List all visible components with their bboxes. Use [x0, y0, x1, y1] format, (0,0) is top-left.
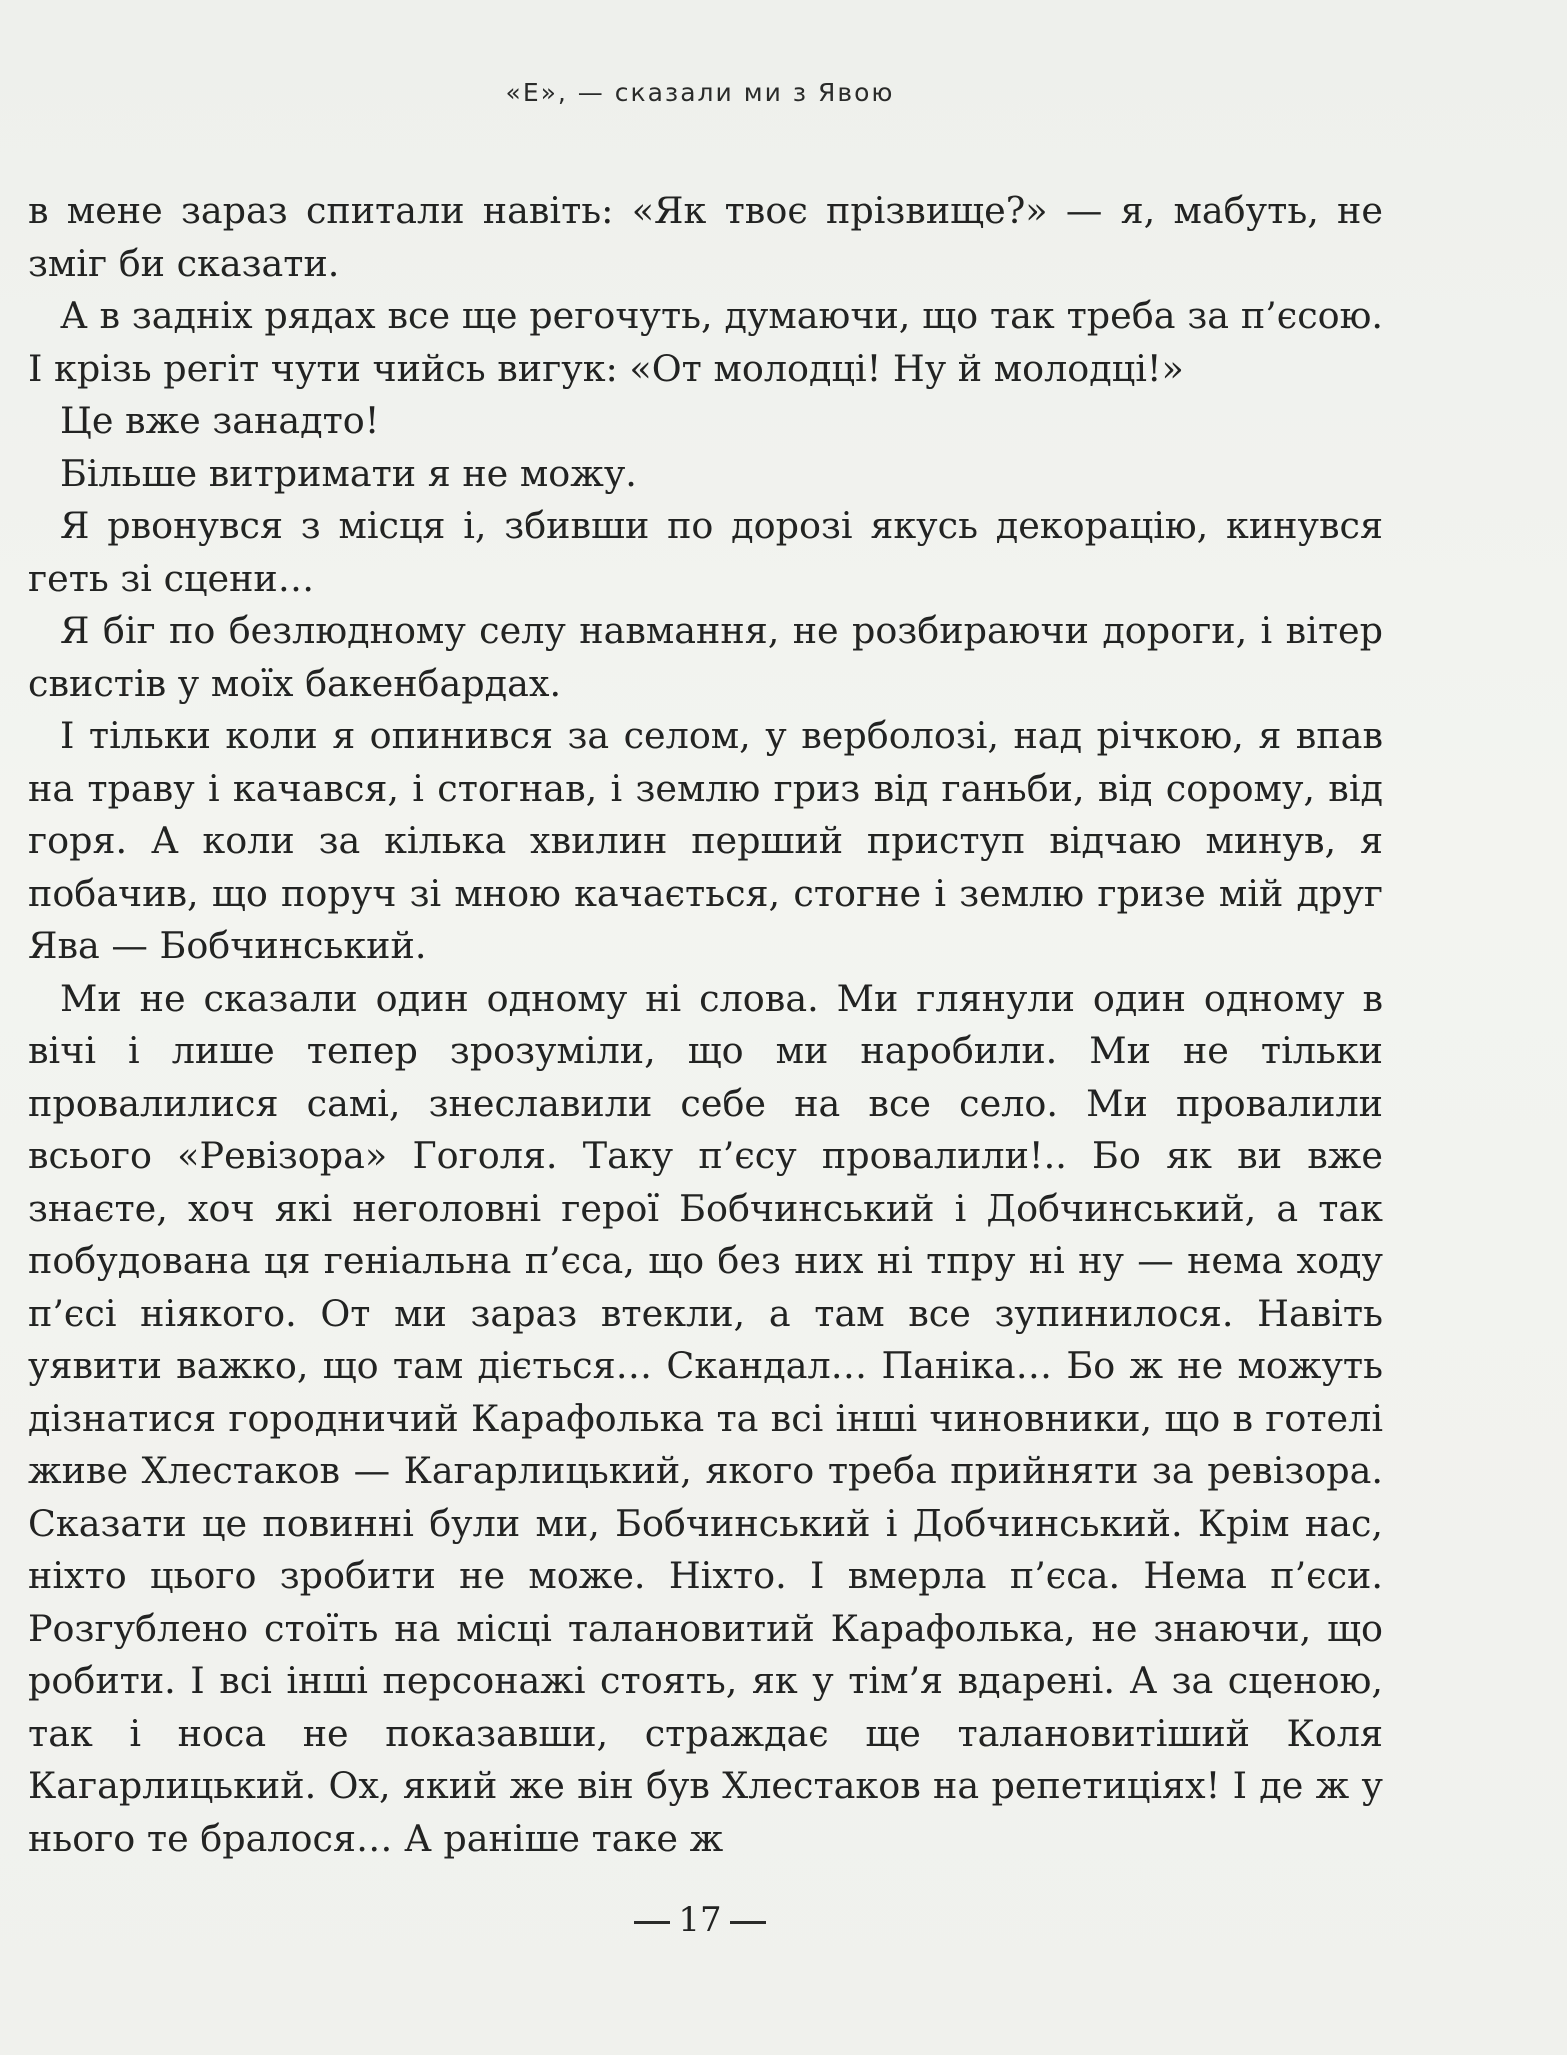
- page-number-dash-left: [634, 1921, 670, 1924]
- paragraph: Я біг по безлюдному селу навмання, не розбираючи дороги, і вітер свистів у моїх бакенбардах.: [28, 609, 1383, 705]
- page-number: [0, 1900, 1400, 1940]
- paragraph: Це вже занадто!: [60, 399, 380, 442]
- body-text: [28, 185, 1383, 1865]
- paragraph: Більше витримати я не можу.: [60, 451, 637, 495]
- paragraph: в мене зараз спитали навіть: «Як твоє прізвище?» — я, мабуть, не зміг би сказати.: [28, 189, 1383, 285]
- page-number-value: 17: [678, 1900, 722, 1940]
- page-number-dash-right: [730, 1921, 766, 1924]
- paragraph: Я рвонувся з місця і, збивши по дорозі якусь декорацію, кинувся геть зі сцени…: [28, 504, 1383, 600]
- running-header: «Е», — сказали ми з Явою: [505, 78, 895, 107]
- paragraph: А в задніх рядах все ще регочуть, думаючи, що так треба за п’єсою. І крізь регіт чути чийсь вигук: «От молодці! Ну й молодці!»: [28, 294, 1383, 390]
- paragraph: Ми не сказали один одному ні слова. Ми глянули один одному в вічі і лише тепер зрозуміли, що ми наробили. Ми не тільки провалилися самі, знеславили себе на все село. Ми провалили всього «Ревізора» Гоголя. Таку п’єсу провалили!.. Бо як ви вже знаєте, хоч які неголовні герої Бобчинський і Добчинський, а так побудована ця геніальна п’єса, що без них ні тпру ні ну — нема ходу п’єсі ніякого. От ми зараз втекли, а там все зупинилося. Навіть уявити важко, що там діється… Скандал… Паніка… Бо ж не можуть дізнатися городничий Карафолька та всі інші чиновники, що в готелі живе Хлестаков — Кагарлицький, якого треба прийняти за ревізора. Сказати це повинні були ми, Бобчинський і Добчинський. Крім нас, ніхто цього зробити не може. Ніхто. І вмерла п’єса. Нема п’єси. Розгублено стоїть на місці талановитий Карафолька, не знаючи, що робити. І всі інші персонажі стоять, як у тім’я вдарені. А за сценою, так і носа не показавши, страждає ще талановитіший Коля Кагарлицький. Ох, який же він був Хлестаков на репетиціях! І де ж у нього те бралося… А раніше таке ж: [28, 976, 1383, 1860]
- paragraph: І тільки коли я опинився за селом, у верболозі, над річкою, я впав на траву і качався, і стогнав, і землю гриз від ганьби, від сорому, від горя. А коли за кілька хвилин перший приступ відчаю минув, я побачив, що поруч зі мною качається, стогне і землю гризе мій друг Ява — Бобчинський.: [28, 714, 1383, 967]
